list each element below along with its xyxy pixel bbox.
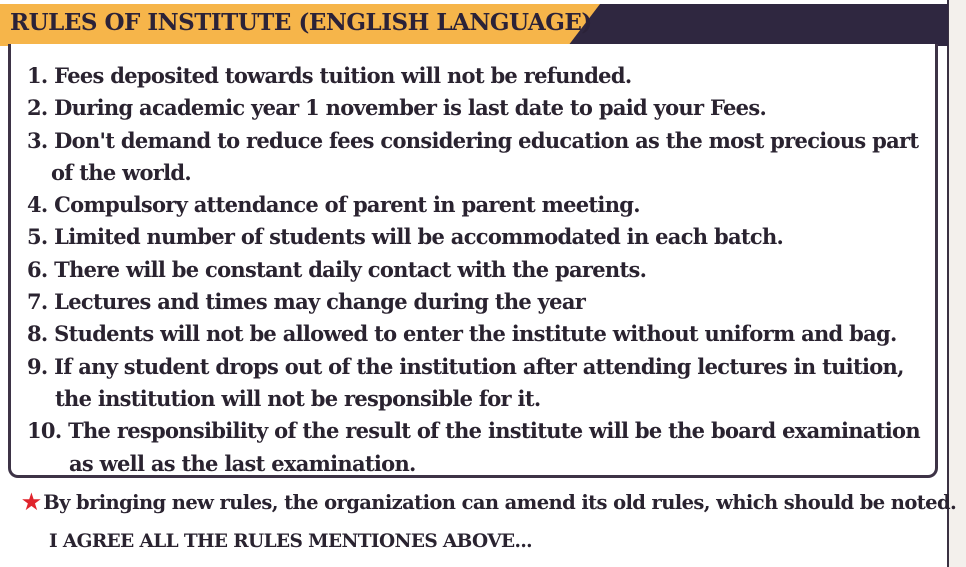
page-edge [948, 0, 966, 567]
rule-number: 9. [27, 353, 48, 379]
rules-box [8, 44, 938, 478]
rule-number: 2. [27, 95, 48, 121]
agreement-statement: I AGREE ALL THE RULES MENTIONES ABOVE... [49, 531, 533, 552]
rule-item [27, 189, 942, 221]
rule-text: During academic year 1 november is last date to paid your Fees. [54, 95, 767, 121]
rule-text: The responsibility of the result of the institute will be the board examination [68, 418, 920, 444]
rule-number: 3. [27, 127, 48, 153]
rule-number: 6. [27, 256, 48, 282]
note-text: By bringing new rules, the organization can amend its old rules, which should be noted. [43, 491, 957, 514]
rule-text-continuation: of the world. [51, 159, 192, 185]
rule-text: Compulsory attendance of parent in parent meeting. [54, 192, 640, 218]
amendment-note [22, 489, 956, 514]
rule-item [27, 415, 942, 480]
rule-text: Students will not be allowed to enter the institute without uniform and bag. [54, 321, 897, 347]
rule-item [27, 254, 942, 286]
rule-item [27, 125, 942, 190]
rule-text: There will be constant daily contact with the parents. [54, 256, 647, 282]
rule-text: Fees deposited towards tuition will not be refunded. [54, 63, 632, 88]
rule-item [27, 221, 942, 253]
rule-item [27, 60, 942, 92]
rule-text-continuation: the institution will not be responsible for it. [55, 385, 541, 411]
rule-number: 7. [27, 289, 48, 315]
header-dark-band [545, 4, 948, 46]
rule-item [27, 351, 942, 416]
rule-text-continuation: as well as the last examination. [69, 450, 416, 476]
page-title: RULES OF INSTITUTE (ENGLISH LANGUAGE) [10, 9, 592, 36]
rule-text: If any student drops out of the institution after attending lectures in tuition, [54, 353, 904, 379]
rule-item [27, 92, 942, 124]
rule-number: 10. [27, 418, 62, 444]
rule-number: 5. [27, 224, 48, 250]
star-icon: ★ [22, 489, 41, 514]
rule-item [27, 318, 942, 350]
rule-number: 4. [27, 192, 48, 218]
rule-number: 1. [27, 63, 48, 88]
rule-text: Don't demand to reduce fees considering education as the most precious part [54, 127, 919, 153]
rules-list [27, 60, 942, 480]
rule-text: Limited number of students will be accommodated in each batch. [54, 224, 784, 250]
rule-number: 8. [27, 321, 48, 347]
rule-item [27, 286, 942, 318]
page-edge-line [947, 0, 949, 567]
rule-text: Lectures and times may change during the year [54, 289, 586, 315]
